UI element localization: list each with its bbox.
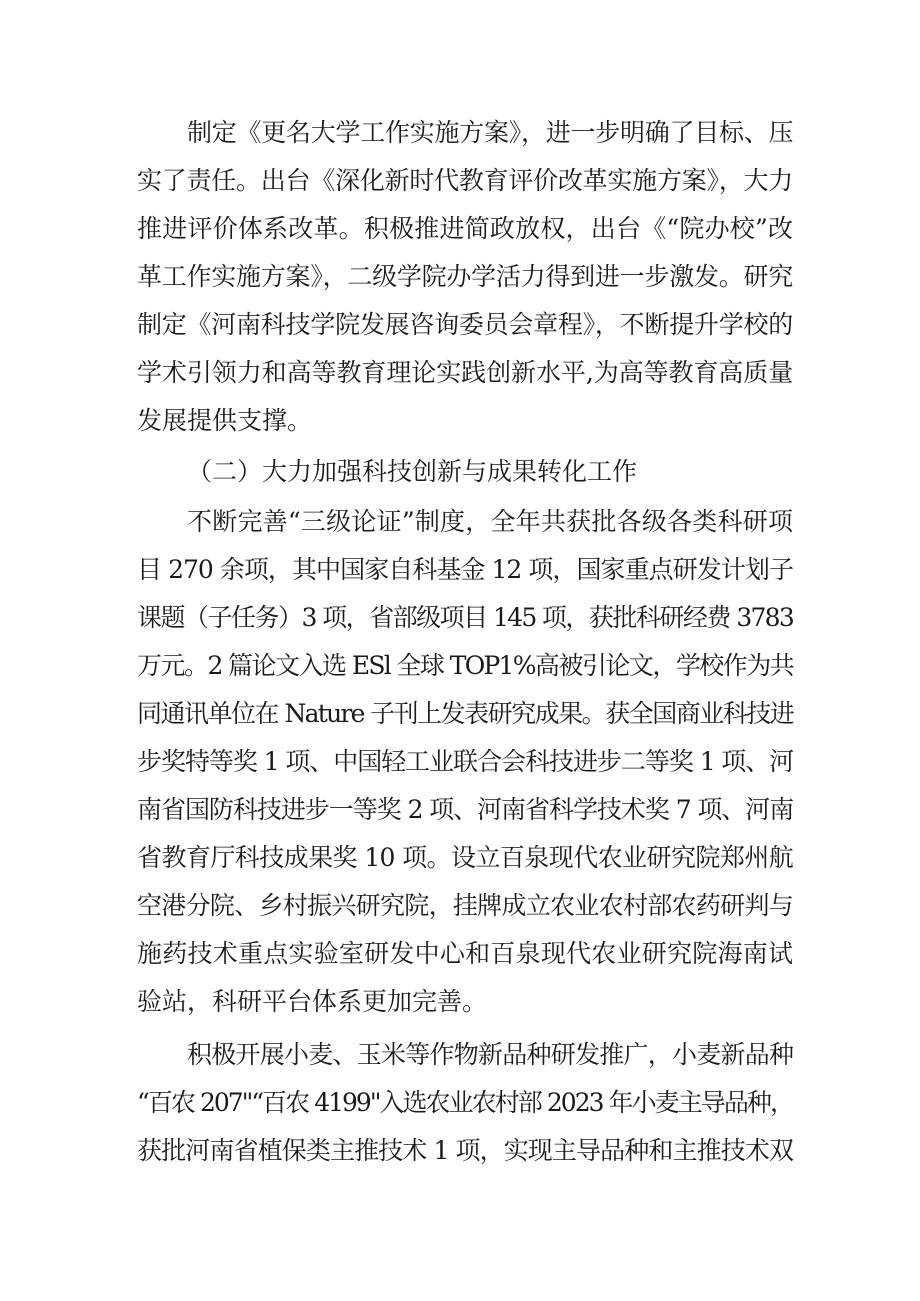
text-line: “百农 207"“百农 4199"入选农业农村部 2023 年小麦主导品种， (137, 1088, 793, 1117)
text-line: 推进评价体系改革。积极推进简政放权，出台《“院办校”改 (137, 214, 793, 243)
text-line: 不断完善“三级论证”制度，全年共获批各级各类科研项 (187, 507, 793, 536)
text-line: 制定《河南科技学院发展咨询委员会章程》，不断提升学校的 (137, 310, 793, 339)
text-line: 空港分院、乡村振兴研究院，挂牌成立农业农村部农药研判与 (137, 891, 793, 920)
text-line: 目 270 余项，其中国家自科基金 12 项，国家重点研发计划子 (137, 555, 793, 584)
text-line: 发展提供支撑。 (137, 406, 313, 435)
text-line: 同通讯单位在 Nature 子刊上发表研究成果。获全国商业科技进 (137, 699, 793, 728)
text-line: 南省国防科技进步一等奖 2 项、河南省科学技术奖 7 项、河南 (137, 795, 793, 824)
text-line: 验站，科研平台体系更加完善。 (137, 987, 488, 1016)
text-line: 步奖特等奖 1 项、中国轻工业联合会科技进步二等奖 1 项、河 (137, 747, 793, 776)
text-line: 施药技术重点实验室研发中心和百泉现代农业研究院海南试 (137, 939, 793, 968)
section-heading: （二）大力加强科技创新与成果转化工作 (187, 457, 638, 486)
text-line: 课题（子任务）3 项，省部级项目 145 项，获批科研经费 3783 (137, 603, 793, 632)
text-line: 革工作实施方案》，二级学院办学活力得到进一步激发。研究 (137, 262, 793, 291)
text-line: 万元。2 篇论文入选 ESl 全球 TOP1%高被引论文，学校作为共 (137, 651, 793, 680)
text-line: 积极开展小麦、玉米等作物新品种研发推广，小麦新品种 (187, 1040, 794, 1069)
text-line: 实了责任。出台《深化新时代教育评价改革实施方案》，大力 (137, 166, 793, 195)
text-line: 省教育厅科技成果奖 10 项。设立百泉现代农业研究院郑州航 (137, 843, 793, 872)
text-line: 学术引领力和高等教育理论实践创新水平,为高等教育高质量 (137, 358, 793, 387)
text-line: 获批河南省植保类主推技术 1 项，实现主导品种和主推技术双 (137, 1136, 793, 1165)
text-line: 制定《更名大学工作实施方案》，进一步明确了目标、压 (187, 118, 794, 147)
